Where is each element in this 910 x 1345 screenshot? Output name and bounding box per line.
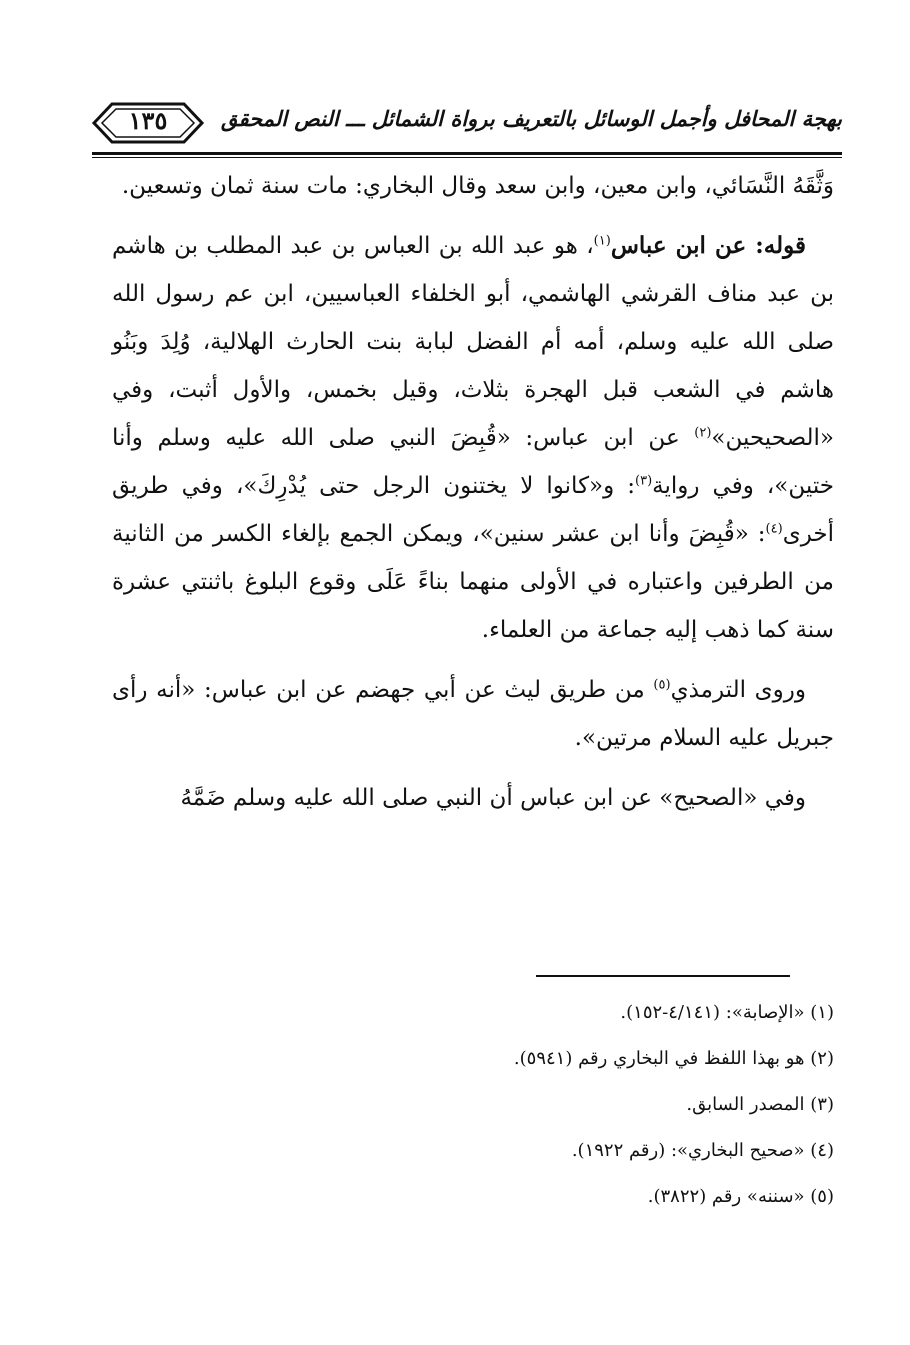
footnote-4: (٤) «صحيح البخاري»: (رقم ١٩٢٢). <box>571 1140 834 1161</box>
footnote-ref-3[interactable]: (٣) <box>635 473 653 489</box>
paragraph-2-text-3: : و«كانوا لا يختنون الرجل حتى يُدْرِكَ»، وفي طريق أخرى <box>112 473 834 547</box>
footnote-ref-2[interactable]: (٢) <box>694 425 712 441</box>
paragraph-3-text-2: من طريق ليث عن أبي جهضم عن ابن عباس: «أنه رأى جبريل عليه السلام مرتين». <box>112 677 834 751</box>
footnote-separator <box>536 975 790 977</box>
main-text <box>112 162 834 834</box>
paragraph-1: وَثَّقَهُ النَّسَائي، وابن معين، وابن سعد وقال البخاري: مات سنة ثمان وتسعين. <box>121 173 834 199</box>
paragraph-2-text-1: ، هو عبد الله بن العباس بن عبد المطلب بن هاشم بن عبد مناف القرشي الهاشمي، أبو الخلفاء العباسيين، ابن عم رسول الله صلى الله عليه وسلم، أمه أم الفضل لبابة بنت الحارث الهلالية، وُلِدَ وبَنُو هاشم في الشعب قبل الهجرة بثلاث، وقيل بخمس، والأول أثبت، وفي «الصحيحين» <box>112 233 834 451</box>
footnote-3: (٣) المصدر السابق. <box>686 1094 834 1115</box>
footnote-2: (٢) هو بهذا اللفظ في البخاري رقم (٥٩٤١). <box>513 1048 834 1069</box>
footnote-ref-5[interactable]: (٥) <box>653 677 671 693</box>
page-number: ١٣٥ <box>128 106 168 135</box>
paragraph-2-text-4: : «قُبِضَ وأنا ابن عشر سنين»، ويمكن الجمع بإلغاء الكسر من الثانية من الطرفين واعتباره في الأولى منهما بناءً عَلَى وقوع البلوغ باثنتي عشرة سنة كما ذهب إليه جماعة من العلماء. <box>112 521 834 643</box>
paragraph-2-text-2: عن ابن عباس: «قُبِضَ النبي صلى الله عليه وسلم وأنا ختين»، وفي رواية <box>112 425 834 499</box>
paragraph-2-lead: قوله: عن ابن عباس <box>610 232 806 259</box>
footnote-1: (١) «الإصابة»: (٤/١٤١-١٥٢). <box>620 1002 834 1023</box>
header-rule-thin <box>92 157 842 158</box>
footnote-ref-1[interactable]: (١) <box>593 233 611 249</box>
paragraph-4: وفي «الصحيح» عن ابن عباس أن النبي صلى الله عليه وسلم ضَمَّهُ <box>180 785 806 811</box>
paragraph-3-text-1: وروى الترمذي <box>670 677 806 703</box>
footnote-5: (٥) «سننه» رقم (٣٨٢٢). <box>647 1186 834 1207</box>
page-number-badge <box>92 100 204 146</box>
header-title: بهجة المحافل وأجمل الوسائل بالتعريف برواة الشمائل ـــ النص المحقق <box>221 106 842 131</box>
paragraph-3 <box>112 666 834 762</box>
footnote-ref-4[interactable]: (٤) <box>765 521 783 537</box>
header-rule <box>92 152 842 155</box>
running-header <box>92 96 842 158</box>
footnotes <box>300 990 834 1220</box>
paragraph-2 <box>112 222 834 654</box>
